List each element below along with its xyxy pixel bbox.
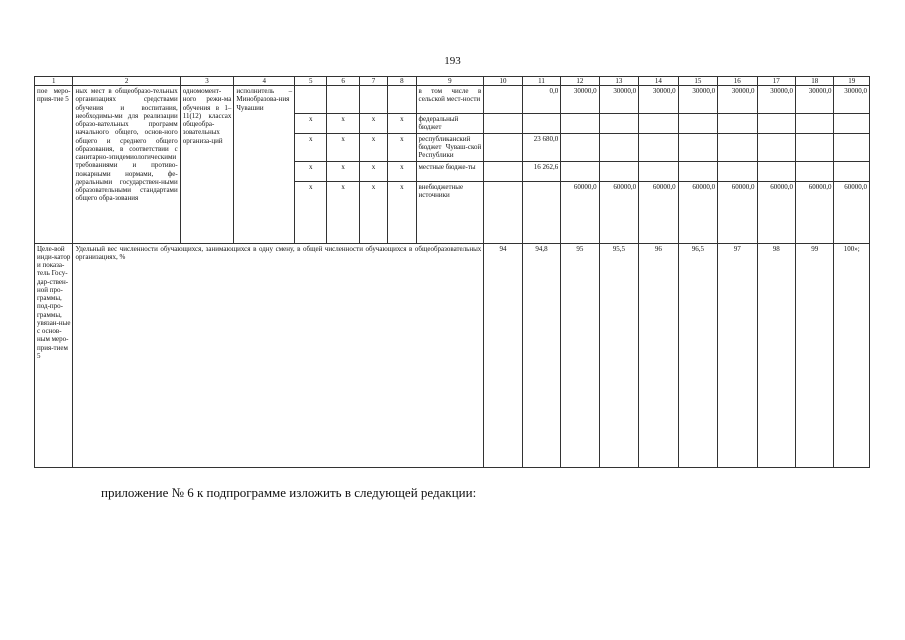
value-cell: 60000,0	[718, 181, 757, 243]
header-col-2: 2	[73, 77, 180, 86]
value-cell: 60000,0	[834, 181, 870, 243]
value-cell: 30000,0	[834, 86, 870, 114]
funding-source-cell: республиканский бюджет Чуваш-ской Республики	[416, 133, 484, 161]
header-col-9: 9	[416, 77, 484, 86]
value-cell	[561, 161, 599, 181]
value-cell: 23 680,0	[522, 133, 560, 161]
value-cell: 60000,0	[639, 181, 678, 243]
funding-source-cell: местные бюдже-ты	[416, 161, 484, 181]
value-cell: 60000,0	[678, 181, 717, 243]
value-cell	[484, 133, 522, 161]
value-cell	[639, 161, 678, 181]
value-cell	[522, 181, 560, 243]
x-cell	[359, 86, 387, 114]
header-col-18: 18	[795, 77, 833, 86]
funding-source-cell: внебюджетные источники	[416, 181, 484, 243]
header-col-7: 7	[359, 77, 387, 86]
goal-cell: одномомент-ного режи-ма обучения в 1–11(12) классах общеобра-зовательных организа-ций	[180, 86, 234, 244]
indicator-row	[35, 243, 870, 467]
value-cell	[599, 161, 638, 181]
value-cell	[561, 133, 599, 161]
value-cell: 60000,0	[599, 181, 638, 243]
header-col-10: 10	[484, 77, 522, 86]
value-cell	[484, 86, 522, 114]
header-col-6: 6	[327, 77, 359, 86]
value-cell: 60000,0	[561, 181, 599, 243]
header-col-4: 4	[234, 77, 295, 86]
value-cell: 0,0	[522, 86, 560, 114]
header-col-13: 13	[599, 77, 638, 86]
value-cell	[757, 114, 795, 134]
value-cell: 30000,0	[599, 86, 638, 114]
indicator-value-cell: 96	[639, 243, 678, 467]
header-col-1: 1	[35, 77, 73, 86]
value-cell: 30000,0	[639, 86, 678, 114]
description-cell: ных мест в общеобразо-тельных организациях средствами обучения и воспитания, необходимы-ми для реализации образо-вательных программ начального общего, основ-ного общего и среднего общего образования, в соответствии с санитарно-эпидемиологическими требованиями и противо-пожарными нормами, фе-деральными государствен-ными образовательными стандартами общего обра-зования	[73, 86, 180, 244]
x-cell: х	[295, 133, 327, 161]
measure-cell: пое меро-прия-тие 5	[35, 86, 73, 244]
header-col-8: 8	[388, 77, 416, 86]
value-cell: 30000,0	[678, 86, 717, 114]
x-cell	[295, 86, 327, 114]
value-cell	[795, 133, 833, 161]
x-cell: х	[359, 133, 387, 161]
value-cell	[639, 133, 678, 161]
executor-cell: исполнитель – Минобразова-ния Чувашии	[234, 86, 295, 244]
x-cell: х	[359, 114, 387, 134]
value-cell	[599, 114, 638, 134]
value-cell	[561, 114, 599, 134]
funding-source-cell: федеральный бюджет	[416, 114, 484, 134]
x-cell: х	[388, 181, 416, 243]
x-cell: х	[295, 114, 327, 134]
x-cell: х	[359, 181, 387, 243]
program-table	[34, 76, 870, 468]
x-cell: х	[327, 133, 359, 161]
bottom-instruction: приложение № 6 к подпрограмме изложить в следующей редакции:	[101, 485, 477, 500]
funding-source-cell: в том числе в сельской мест-ности	[416, 86, 484, 114]
value-cell	[834, 133, 870, 161]
value-cell	[718, 114, 757, 134]
value-cell	[757, 161, 795, 181]
value-cell: 60000,0	[757, 181, 795, 243]
indicator-value-cell: 100»;	[834, 243, 870, 467]
indicator-value-cell: 94	[484, 243, 522, 467]
value-cell: 30000,0	[795, 86, 833, 114]
header-row	[35, 77, 870, 86]
x-cell: х	[327, 161, 359, 181]
header-col-16: 16	[718, 77, 757, 86]
indicator-value-cell: 95	[561, 243, 599, 467]
value-cell	[834, 114, 870, 134]
value-cell: 30000,0	[757, 86, 795, 114]
value-cell	[795, 114, 833, 134]
header-col-19: 19	[834, 77, 870, 86]
header-col-5: 5	[295, 77, 327, 86]
x-cell: х	[388, 133, 416, 161]
value-cell	[599, 133, 638, 161]
value-cell	[795, 161, 833, 181]
x-cell	[327, 86, 359, 114]
value-cell	[678, 161, 717, 181]
header-col-15: 15	[678, 77, 717, 86]
indicator-value-cell: 97	[718, 243, 757, 467]
indicator-label-cell: Целе-вой инди-катор и показа-тель Госу-дар-ствен-ной про-граммы, под-про-граммы, увязан-ные с основ-ным меро-прия-тием 5	[35, 243, 73, 467]
x-cell: х	[295, 181, 327, 243]
value-cell	[757, 133, 795, 161]
value-cell: 60000,0	[795, 181, 833, 243]
value-cell	[639, 114, 678, 134]
x-cell	[388, 86, 416, 114]
x-cell: х	[295, 161, 327, 181]
value-cell	[834, 161, 870, 181]
indicator-text-cell: Удельный вес численности обучающихся, занимающихся в одну смену, в общей численности обучающихся в общеобразовательных организациях, %	[73, 243, 484, 467]
value-cell	[718, 161, 757, 181]
indicator-value-cell: 99	[795, 243, 833, 467]
value-cell	[678, 133, 717, 161]
indicator-value-cell: 96,5	[678, 243, 717, 467]
value-cell	[522, 114, 560, 134]
x-cell: х	[327, 114, 359, 134]
table-row	[35, 86, 870, 114]
indicator-value-cell: 94,8	[522, 243, 560, 467]
x-cell: х	[359, 161, 387, 181]
page-number: 193	[444, 55, 461, 67]
value-cell	[484, 181, 522, 243]
header-col-12: 12	[561, 77, 599, 86]
header-col-14: 14	[639, 77, 678, 86]
value-cell: 16 262,6	[522, 161, 560, 181]
indicator-value-cell: 95,5	[599, 243, 638, 467]
header-col-17: 17	[757, 77, 795, 86]
indicator-value-cell: 98	[757, 243, 795, 467]
value-cell: 30000,0	[718, 86, 757, 114]
value-cell	[678, 114, 717, 134]
header-col-3: 3	[180, 77, 234, 86]
value-cell	[484, 114, 522, 134]
value-cell: 30000,0	[561, 86, 599, 114]
x-cell: х	[327, 181, 359, 243]
value-cell	[718, 133, 757, 161]
x-cell: х	[388, 114, 416, 134]
header-col-11: 11	[522, 77, 560, 86]
value-cell	[484, 161, 522, 181]
x-cell: х	[388, 161, 416, 181]
